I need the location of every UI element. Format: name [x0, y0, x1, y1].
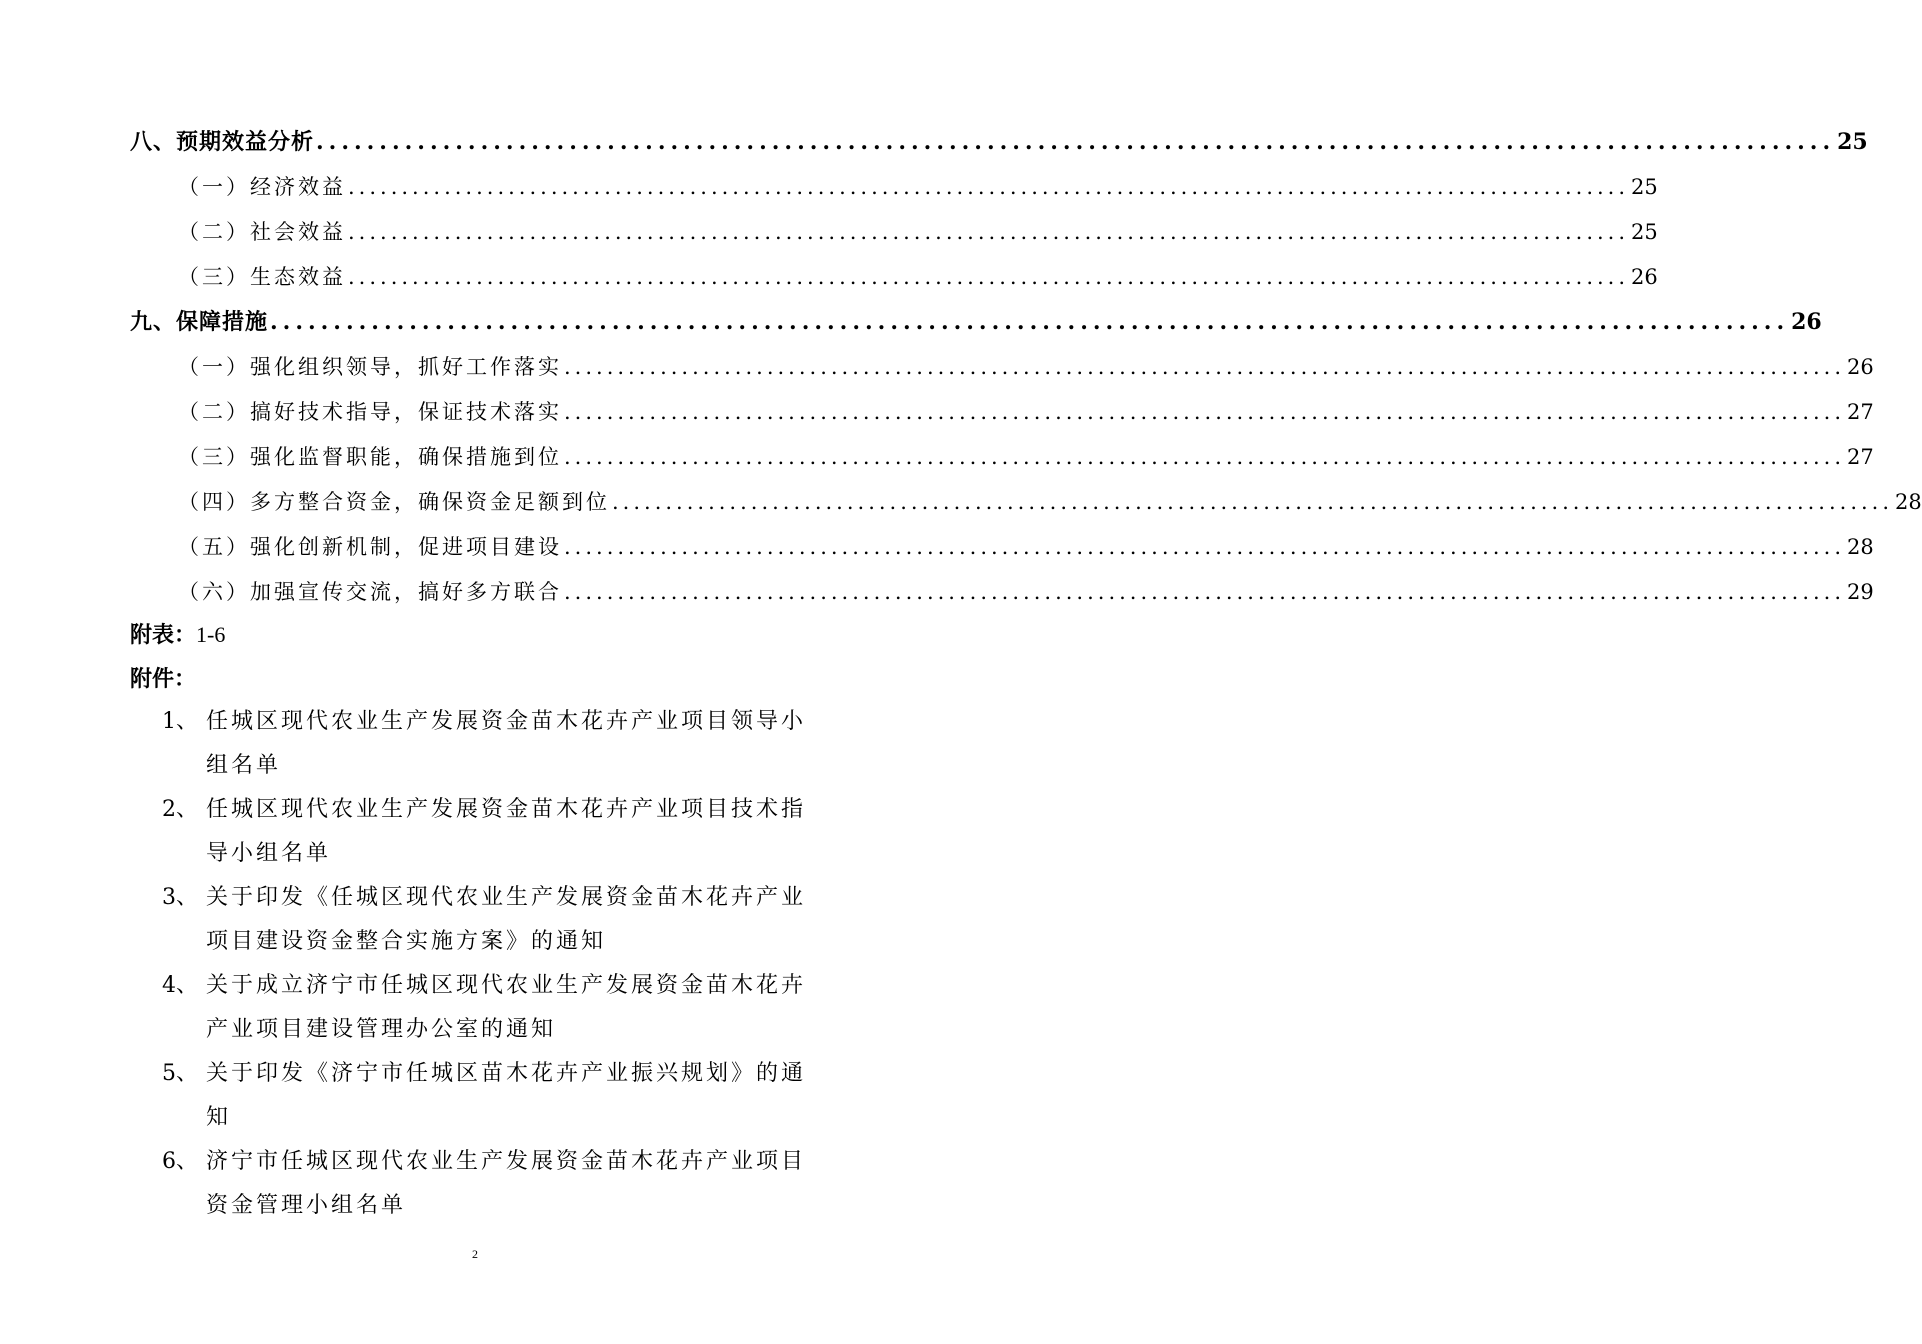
attachment-line: 济宁市任城区现代农业生产发展资金苗木花卉产业项目	[206, 1149, 807, 1174]
toc-entry[interactable]	[130, 390, 1874, 435]
toc-entry[interactable]	[130, 525, 1874, 570]
toc-entry-label: （六）加强宣传交流，搞好多方联合	[178, 580, 562, 604]
attachment-text	[206, 876, 842, 964]
list-item	[162, 1052, 842, 1140]
toc-leader-dots: ........................................................................................................................	[348, 175, 1630, 199]
list-item	[162, 964, 842, 1052]
attachment-line: 产业项目建设管理办公室的通知	[206, 1017, 557, 1042]
toc-leader-dots: ........................................................................................................................	[348, 265, 1630, 289]
toc-entry[interactable]	[130, 165, 1658, 210]
list-item	[162, 876, 842, 964]
attachment-text	[206, 700, 842, 788]
toc-leader-dots: ........................................................................................................................	[564, 580, 1846, 604]
attachment-line: 导小组名单	[206, 841, 332, 866]
appendix-table-line	[130, 612, 225, 658]
attachment-line: 项目建设资金整合实施方案》的通知	[206, 929, 607, 954]
appendix-table-label: 附表：	[130, 622, 197, 648]
attachment-text	[206, 1052, 842, 1140]
toc-entry-page: 28	[1895, 490, 1922, 514]
toc-leader-dots: ........................................................................................................................	[564, 535, 1846, 559]
toc-leader-dots: ........................................................................................................................	[564, 445, 1846, 469]
attachments-heading: 附件：	[130, 666, 197, 692]
attachment-number: 6、	[162, 1149, 198, 1174]
toc-entry-page: 27	[1847, 445, 1874, 469]
toc-entry-label: （一）强化组织领导，抓好工作落实	[178, 355, 562, 379]
toc-entry-page: 25	[1631, 220, 1658, 244]
toc-leader-dots: ........................................................................................................................	[270, 309, 1790, 335]
toc-entry-label: （四）多方整合资金，确保资金足额到位	[178, 490, 610, 514]
toc-entry-page: 29	[1847, 580, 1874, 604]
toc-entry-label: （二）社会效益	[178, 220, 346, 244]
toc-entry-label: （二）搞好技术指导，保证技术落实	[178, 400, 562, 424]
attachment-number: 4、	[162, 973, 198, 998]
toc-entry-label: （五）强化创新机制，促进项目建设	[178, 535, 562, 559]
attachment-text	[206, 1140, 842, 1228]
toc-leader-dots: ........................................................................................................................	[564, 400, 1846, 424]
toc-entry[interactable]	[130, 570, 1874, 615]
toc-entry[interactable]	[130, 435, 1874, 480]
toc-entry-page: 26	[1631, 265, 1658, 289]
toc-entry-label: 九、保障措施	[130, 309, 269, 335]
toc-entry[interactable]	[130, 345, 1874, 390]
table-of-contents	[130, 120, 1922, 615]
attachments-list	[162, 700, 842, 1228]
attachment-number: 5、	[162, 1061, 198, 1086]
attachment-line: 知	[206, 1105, 232, 1130]
toc-entry-label: 八、预期效益分析	[130, 129, 315, 155]
attachment-line: 关于成立济宁市任城区现代农业生产发展资金苗木花卉	[206, 973, 807, 998]
toc-leader-dots: ........................................................................................................................	[564, 355, 1846, 379]
attachment-line: 组名单	[206, 753, 282, 778]
list-item	[162, 700, 842, 788]
attachment-number: 1、	[162, 709, 198, 734]
toc-leader-dots: ........................................................................................................................	[348, 220, 1630, 244]
toc-entry-page: 26	[1847, 355, 1874, 379]
attachment-line: 关于印发《济宁市任城区苗木花卉产业振兴规划》的通	[206, 1061, 807, 1086]
toc-leader-dots: ........................................................................................................................	[612, 490, 1894, 514]
toc-entry-page: 28	[1847, 535, 1874, 559]
toc-entry[interactable]	[130, 300, 1822, 345]
attachment-text	[206, 964, 842, 1052]
attachment-line: 任城区现代农业生产发展资金苗木花卉产业项目领导小	[206, 709, 807, 734]
toc-entry[interactable]	[130, 255, 1658, 300]
toc-entry[interactable]	[130, 210, 1658, 255]
attachment-line: 资金管理小组名单	[206, 1193, 407, 1218]
attachment-line: 任城区现代农业生产发展资金苗木花卉产业项目技术指	[206, 797, 807, 822]
toc-entry-page: 27	[1847, 400, 1874, 424]
appendix-table-value: 1-6	[196, 622, 226, 647]
toc-leader-dots: ........................................................................................................................	[316, 129, 1836, 155]
list-item	[162, 1140, 842, 1228]
attachment-number: 3、	[162, 885, 198, 910]
toc-entry-label: （三）强化监督职能，确保措施到位	[178, 445, 562, 469]
list-item	[162, 788, 842, 876]
toc-entry[interactable]	[130, 480, 1922, 525]
toc-entry-page: 26	[1791, 309, 1822, 335]
toc-entry[interactable]	[130, 120, 1868, 165]
toc-entry-label: （三）生态效益	[178, 265, 346, 289]
attachment-text	[206, 788, 842, 876]
toc-entry-label: （一）经济效益	[178, 175, 346, 199]
attachment-line: 关于印发《任城区现代农业生产发展资金苗木花卉产业	[206, 885, 807, 910]
page-number: 2	[472, 1247, 478, 1261]
toc-entry-page: 25	[1631, 175, 1658, 199]
attachment-number: 2、	[162, 797, 198, 822]
toc-entry-page: 25	[1837, 129, 1868, 155]
